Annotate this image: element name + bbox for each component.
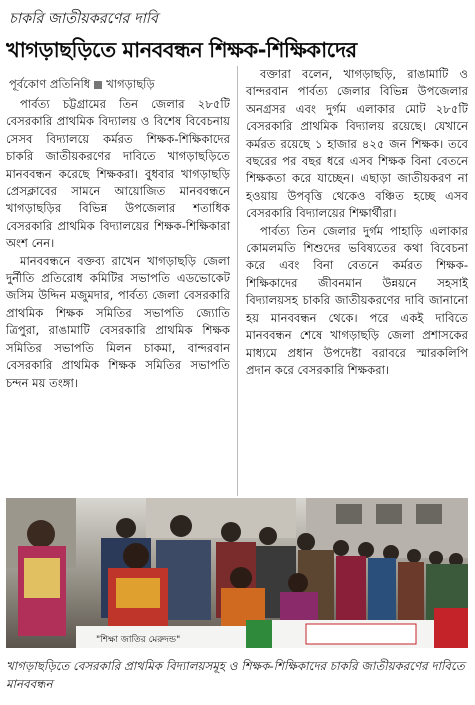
article-column-left: [6, 96, 230, 392]
photo-banner-text: "শিক্ষা জাতির মেরুদন্ড": [96, 635, 181, 645]
byline-author: পূর্বকোণ প্রতিনিধি: [9, 77, 91, 91]
article-column-right: [246, 66, 468, 379]
byline-place: খাগড়াছড়ি: [106, 77, 155, 91]
article-paragraph: পার্বত্য চট্টগ্রামের তিন জেলার ২৮৫টি বেসরকারি প্রাথমিক বিদ্যালয় ও বিশেষ বিবেচনায় সেসব বিদ্যালয়ে কর্মরত শিক্ষক-শিক্ষিকাদের চাকরি জাতীয়করণের দাবিতে খাগড়াছড়িতে মানববন্ধন করেছে শিক্ষকরা। বুধবার খাগড়াছড়ি প্রেসক্লাবের সামনে আয়োজিত মানববন্ধনে খাগড়াছড়ির বিভিন্ন উপজেলার শতাধিক বেসরকারি প্রাথমিক বিদ্যালয়ের শিক্ষক-শিক্ষিকারা অংশ নেন।: [6, 97, 230, 251]
article-paragraph: বক্তারা বলেন, খাগড়াছড়ি, রাঙামাটি ও বান্দরবান পার্বত্য জেলার বিভিন্ন উপজেলার অনগ্রসর এবং দুর্গম এলাকার মোট ২৮৫টি বেসরকারি প্রাথমিক বিদ্যালয় রয়েছে। যেখানে কর্মরত রয়েছে ১ হাজার ৪২৫ জন শিক্ষক। তবে বছরের পর বছর ধরে এসব শিক্ষক বিনা বেতনে শিক্ষকতা করে যাচ্ছেন। এছাড়া জাতীয়করণ না হওয়ায় উপবৃত্তি থেকেও বঞ্চিত হচ্ছে এসব বেসরকারি বিদ্যালয়ের শিক্ষার্থীরা।: [246, 67, 468, 221]
human-chain-photo-illustration: [6, 498, 468, 648]
article-paragraph: মানববন্ধনে বক্তব্য রাখেন খাগড়াছড়ি জেলা দুর্নীতি প্রতিরোধ কমিটির সভাপতি এডভোকেট জসিম উদ্দিন মজুমদার, পার্বত্য জেলা বেসরকারি প্রাথমিক শিক্ষক সমিতির সভাপতি জ্যোতি ত্রিপুরা, রাঙামাটি বেসরকারি প্রাথমিক শিক্ষক সমিতির সভাপতি মিলন চাকমা, বান্দরবান বেসরকারি প্রাথমিক শিক্ষক সমিতির সভাপতি চন্দন ময় তংঙ্গা।: [6, 253, 230, 390]
article-byline: [9, 76, 155, 95]
article-headline: খাগড়াছড়িতে মানববন্ধন শিক্ষক-শিক্ষিকাদের: [6, 38, 357, 62]
byline-separator-square-icon: [94, 81, 102, 89]
photo-caption: খাগড়াছড়িতে বেসরকারি প্রাথমিক বিদ্যালয়সমূহ ও শিক্ষক-শিক্ষিকাদের চাকরি জাতীয়করণের দাবিতে মানববন্ধন: [6, 659, 465, 691]
column-divider: [237, 66, 238, 496]
article-paragraph: পার্বত্য তিন জেলার দুর্গম পাহাড়ি এলাকার কোমলমতি শিশুদের ভবিষ্যতের কথা বিবেচনা করে এবং বিনা বেতনে কর্মরত শিক্ষক-শিক্ষিকাদের জীবনমান উন্নয়নে সহসাই বিদ্যালয়সহ চাকরি জাতীয়করণের দাবি জানানো হয় মানববন্ধন থেকে। পরে একই দাবিতে মানববন্ধন শেষে খাগড়াছড়ি জেলা প্রশাসকের মাধ্যমে প্রধান উপদেষ্টা বরাবরে স্মারকলিপি প্রদান করে বেসরকারি শিক্ষকরা।: [246, 223, 468, 377]
article-kicker: চাকরি জাতীয়করণের দাবি: [9, 11, 158, 27]
article-photo: [6, 498, 468, 648]
